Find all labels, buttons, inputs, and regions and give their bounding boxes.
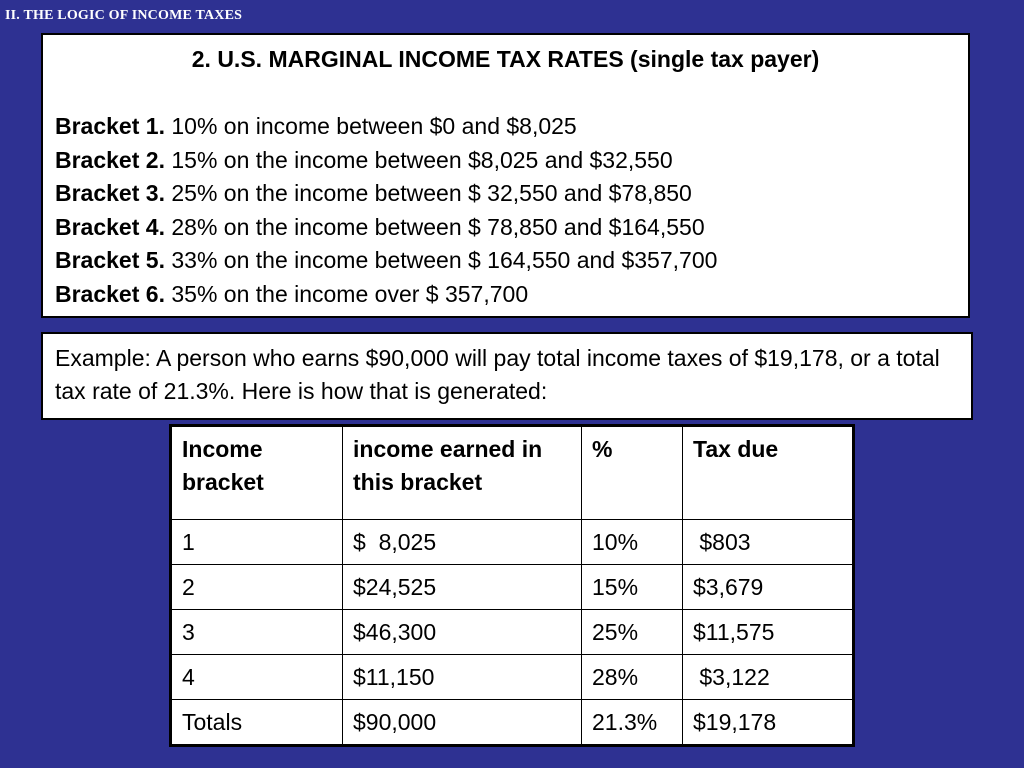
cell-tax-due: $19,178 [683, 700, 854, 746]
table-header-row [171, 426, 854, 520]
cell-bracket: 3 [171, 610, 343, 655]
bracket-label: Bracket 6. [55, 280, 165, 307]
bracket-text: 15% on the income between $8,025 and $32,550 [164, 146, 673, 173]
bracket-text: 25% on the income between $ 32,550 and $78,850 [164, 180, 692, 206]
cell-bracket: 1 [171, 520, 343, 565]
table-row [171, 565, 854, 610]
cell-bracket: Totals [171, 700, 343, 746]
cell-tax-due: $3,679 [683, 565, 854, 610]
cell-income: $ 8,025 [343, 520, 582, 565]
bracket-line-6 [55, 278, 968, 312]
header-income-bracket: Income bracket [171, 426, 343, 520]
bracket-line-2 [55, 144, 968, 178]
cell-bracket: 4 [171, 655, 343, 700]
tax-breakdown-table [169, 424, 855, 747]
cell-income: $24,525 [343, 565, 582, 610]
header-percent: % [582, 426, 683, 520]
bracket-label: Bracket 2. [55, 146, 165, 173]
cell-tax-due: $11,575 [683, 610, 854, 655]
table-row [171, 655, 854, 700]
cell-percent: 21.3% [582, 700, 683, 746]
bracket-text: 10% on income between $0 and $8,025 [164, 113, 577, 139]
cell-income: $90,000 [343, 700, 582, 746]
example-box [41, 332, 973, 420]
bracket-label: Bracket 5. [55, 247, 165, 273]
cell-percent: 15% [582, 565, 683, 610]
cell-percent: 10% [582, 520, 683, 565]
bracket-text: 33% on the income between $ 164,550 and $357,700 [164, 247, 718, 273]
header-tax-due: Tax due [683, 426, 854, 520]
cell-income: $46,300 [343, 610, 582, 655]
bracket-text: 28% on the income between $ 78,850 and $164,550 [164, 213, 705, 240]
bracket-line-5 [55, 244, 968, 278]
cell-bracket: 2 [171, 565, 343, 610]
example-text: Example: A person who earns $90,000 will pay total income taxes of $19,178, or a total tax rate of 21.3%. Here is how that is generated: [55, 345, 940, 404]
tax-rates-box [41, 33, 970, 318]
tax-rates-title: 2. U.S. MARGINAL INCOME TAX RATES (single tax payer) [191, 46, 820, 72]
table-row [171, 520, 854, 565]
bracket-line-4 [55, 211, 968, 245]
cell-percent: 25% [582, 610, 683, 655]
bracket-label: Bracket 3. [55, 180, 165, 206]
cell-tax-due: $3,122 [683, 655, 854, 700]
cell-percent: 28% [582, 655, 683, 700]
bracket-label: Bracket 1. [55, 113, 165, 139]
bracket-label: Bracket 4. [55, 213, 165, 240]
header-income-earned: income earned in this bracket [343, 426, 582, 520]
bracket-list [55, 110, 968, 311]
bracket-line-1 [55, 110, 968, 144]
bracket-line-3 [55, 177, 968, 211]
slide-header: II. THE LOGIC OF INCOME TAXES [5, 8, 243, 23]
table-row [171, 610, 854, 655]
table-row-totals [171, 700, 854, 746]
cell-tax-due: $803 [683, 520, 854, 565]
bracket-text: 35% on the income over $ 357,700 [164, 280, 529, 307]
cell-income: $11,150 [343, 655, 582, 700]
